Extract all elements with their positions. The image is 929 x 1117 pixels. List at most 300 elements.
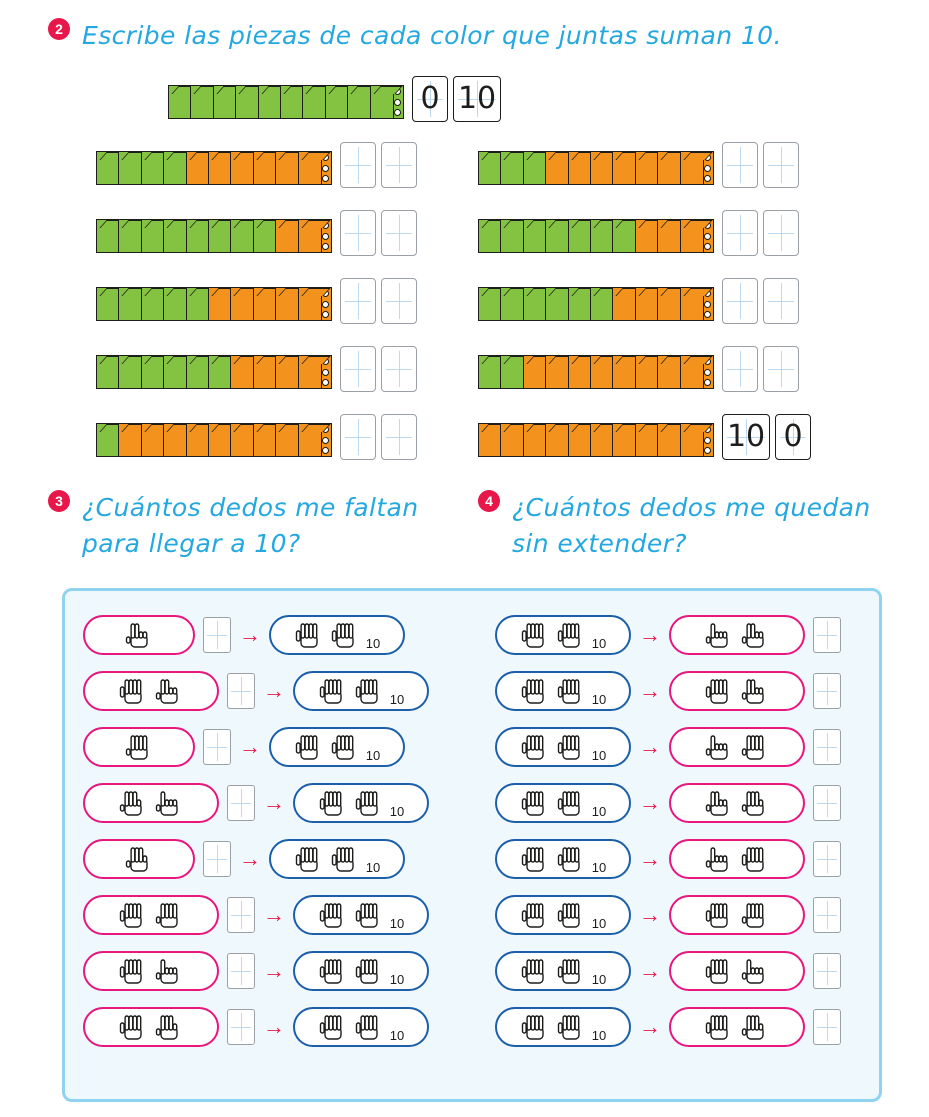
exercise-4-statement-line2: sin extender? — [512, 529, 687, 559]
cube-hole-icon — [322, 233, 329, 240]
arrow-right-icon: → — [639, 622, 661, 647]
answer-value: 0 — [783, 419, 803, 455]
green-cube — [545, 219, 569, 253]
hand-count-label: 10 — [591, 804, 607, 819]
arrow-right-icon: → — [639, 790, 661, 815]
arrow-right-icon: → — [639, 734, 661, 759]
orange-cube — [680, 287, 704, 321]
exercise-3-row — [83, 887, 429, 943]
answer-box[interactable] — [203, 729, 231, 765]
green-cube — [96, 151, 120, 185]
answer-box-orange[interactable] — [381, 414, 417, 460]
orange-cube — [590, 423, 614, 457]
hand-group-blue[interactable] — [495, 727, 631, 767]
exercise-4-row — [495, 607, 841, 663]
answer-box-orange[interactable] — [381, 142, 417, 188]
hand-group-pink[interactable] — [669, 951, 805, 991]
answer-box-pair — [340, 142, 417, 188]
exercise-4-row — [495, 775, 841, 831]
orange-cube — [275, 151, 299, 185]
answer-box[interactable] — [813, 617, 841, 653]
answer-box[interactable] — [813, 897, 841, 933]
hand-icon — [556, 900, 586, 930]
answer-box[interactable] — [813, 785, 841, 821]
hand-group-pink[interactable] — [83, 727, 195, 767]
cube-bar — [478, 417, 714, 457]
orange-cube — [298, 287, 322, 321]
green-cube — [478, 219, 502, 253]
hand-icon — [294, 732, 324, 762]
hand-group-pink[interactable] — [83, 951, 219, 991]
hand-icon — [354, 956, 384, 986]
answer-box-pair — [340, 210, 417, 256]
answer-box-green[interactable] — [722, 210, 758, 256]
exercise-3-row — [83, 999, 429, 1055]
green-cube — [500, 355, 524, 389]
orange-cube — [635, 355, 659, 389]
green-cube — [141, 151, 165, 185]
hand-icon — [520, 1012, 550, 1042]
cube-hole-icon — [394, 109, 401, 116]
hand-icon — [520, 900, 550, 930]
orange-cube — [298, 423, 322, 457]
cube-hole-icon — [704, 379, 711, 386]
cube-bar — [96, 213, 332, 253]
exercise-4-row — [495, 887, 841, 943]
green-cube — [96, 355, 120, 389]
hand-icon — [118, 1012, 148, 1042]
green-cube — [186, 219, 210, 253]
hand-count-label: 10 — [389, 692, 405, 707]
answer-box[interactable] — [227, 953, 255, 989]
orange-cube — [253, 287, 277, 321]
green-cube — [347, 85, 371, 119]
green-cube — [168, 85, 192, 119]
hand-icon — [520, 676, 550, 706]
cube-hole-icon — [704, 233, 711, 240]
orange-cube — [568, 355, 592, 389]
green-cube — [163, 219, 187, 253]
arrow-right-icon: → — [263, 790, 285, 815]
hand-icon — [704, 788, 734, 818]
hand-icon — [704, 900, 734, 930]
answer-box[interactable] — [813, 1009, 841, 1045]
green-cube — [141, 287, 165, 321]
answer-box-green[interactable] — [340, 414, 376, 460]
orange-cube — [208, 151, 232, 185]
hand-count-label: 10 — [591, 692, 607, 707]
hand-icon — [318, 956, 348, 986]
orange-cube — [680, 151, 704, 185]
green-cube — [118, 287, 142, 321]
exercise-2 — [48, 18, 888, 461]
hand-count-label: 10 — [591, 916, 607, 931]
hand-icon — [354, 788, 384, 818]
green-cube — [478, 355, 502, 389]
answer-value: 0 — [420, 81, 440, 117]
arrow-right-icon: → — [263, 902, 285, 927]
answer-box-pair — [722, 210, 799, 256]
green-cube — [186, 355, 210, 389]
green-cube — [523, 219, 547, 253]
exercise-2-header — [48, 18, 888, 54]
answer-box-pair — [412, 76, 501, 122]
arrow-right-icon: → — [263, 1014, 285, 1039]
orange-cube — [275, 355, 299, 389]
hand-icon — [154, 788, 184, 818]
hand-group-pink[interactable] — [83, 839, 195, 879]
hand-group-pink[interactable] — [83, 1007, 219, 1047]
hand-icon — [124, 732, 154, 762]
green-cube — [118, 355, 142, 389]
answer-box-orange[interactable] — [775, 414, 811, 460]
hand-icon — [704, 844, 734, 874]
green-cube — [163, 151, 187, 185]
orange-cube — [545, 151, 569, 185]
hand-icon — [118, 676, 148, 706]
green-cube — [230, 219, 254, 253]
hand-icon — [354, 900, 384, 930]
hand-icon — [704, 676, 734, 706]
hand-group-blue[interactable] — [495, 1007, 631, 1047]
hand-icon — [556, 620, 586, 650]
answer-box-pair — [722, 142, 799, 188]
hand-group-blue[interactable] — [495, 839, 631, 879]
answer-box-green[interactable] — [340, 346, 376, 392]
cube-hole-icon — [704, 301, 711, 308]
orange-cube — [208, 423, 232, 457]
hand-count-label: 10 — [591, 1028, 607, 1043]
exercise-4-row — [495, 831, 841, 887]
answer-box[interactable] — [227, 785, 255, 821]
green-cube — [190, 85, 214, 119]
orange-cube — [568, 151, 592, 185]
hand-icon — [556, 732, 586, 762]
cube-bar-row — [478, 346, 799, 392]
hand-group-blue[interactable] — [269, 615, 405, 655]
hand-group-blue[interactable] — [293, 783, 429, 823]
exercise-3-row — [83, 775, 429, 831]
orange-cube — [635, 423, 659, 457]
exercise-4-row — [495, 719, 841, 775]
cube-bar-row-example — [168, 76, 501, 122]
answer-box-green[interactable] — [412, 76, 448, 122]
orange-cube — [657, 355, 681, 389]
hand-icon — [520, 788, 550, 818]
cube-bar-row — [478, 278, 799, 324]
hand-icon — [154, 900, 184, 930]
hand-icon — [740, 956, 770, 986]
cube-hole-icon — [322, 301, 329, 308]
orange-cube — [118, 423, 142, 457]
cube-bar-row — [96, 414, 417, 460]
cube-bar — [478, 281, 714, 321]
answer-box-green[interactable] — [722, 346, 758, 392]
answer-box[interactable] — [227, 673, 255, 709]
hand-icon — [354, 1012, 384, 1042]
hand-icon — [124, 844, 154, 874]
green-cube — [186, 287, 210, 321]
orange-cube — [253, 423, 277, 457]
answer-box[interactable] — [813, 841, 841, 877]
hand-icon — [318, 676, 348, 706]
cube-hole-icon — [322, 437, 329, 444]
hand-count-label: 10 — [389, 972, 405, 987]
exercise-3-number: 3 — [48, 490, 70, 512]
hand-icon — [556, 844, 586, 874]
hand-group-blue[interactable] — [269, 727, 405, 767]
green-cube — [163, 287, 187, 321]
answer-box[interactable] — [813, 729, 841, 765]
hand-icon — [740, 844, 770, 874]
cube-bar-row — [478, 210, 799, 256]
answer-box-orange[interactable] — [381, 346, 417, 392]
cube-bar-row — [96, 210, 417, 256]
hand-icon — [118, 956, 148, 986]
orange-cube — [635, 151, 659, 185]
hand-group-pink[interactable] — [669, 839, 805, 879]
green-cube — [118, 219, 142, 253]
green-cube — [208, 219, 232, 253]
green-cube — [590, 219, 614, 253]
arrow-right-icon: → — [639, 902, 661, 927]
orange-cube — [568, 423, 592, 457]
hand-icon — [556, 676, 586, 706]
hand-group-blue[interactable] — [293, 1007, 429, 1047]
answer-box-green[interactable] — [340, 278, 376, 324]
hand-group-blue[interactable] — [293, 671, 429, 711]
hand-group-pink[interactable] — [83, 895, 219, 935]
hand-icon — [556, 788, 586, 818]
hand-group-blue[interactable] — [293, 951, 429, 991]
hand-count-label: 10 — [591, 636, 607, 651]
arrow-right-icon: → — [263, 678, 285, 703]
hand-icon — [520, 732, 550, 762]
hand-group-pink[interactable] — [83, 671, 219, 711]
hand-group-pink[interactable] — [669, 783, 805, 823]
cube-bar — [478, 349, 714, 389]
orange-cube — [298, 219, 322, 253]
hand-icon — [740, 1012, 770, 1042]
hand-group-pink[interactable] — [669, 615, 805, 655]
green-cube — [612, 219, 636, 253]
hand-icon — [740, 788, 770, 818]
answer-box-green[interactable] — [340, 142, 376, 188]
hand-count-label: 10 — [591, 860, 607, 875]
orange-cube — [186, 151, 210, 185]
green-cube — [500, 151, 524, 185]
green-cube — [118, 151, 142, 185]
cube-hole-icon — [704, 311, 711, 318]
cube-hole-icon — [322, 311, 329, 318]
answer-box-pair — [722, 278, 799, 324]
green-cube — [325, 85, 349, 119]
answer-box-orange[interactable] — [763, 142, 799, 188]
hand-group-pink[interactable] — [83, 615, 195, 655]
orange-cube — [680, 219, 704, 253]
answer-box-orange[interactable] — [763, 278, 799, 324]
orange-cube — [208, 287, 232, 321]
exercise-3-header — [48, 490, 428, 563]
green-cube — [590, 287, 614, 321]
answer-box[interactable] — [227, 897, 255, 933]
answer-box-green[interactable] — [722, 142, 758, 188]
orange-cube — [635, 219, 659, 253]
hand-icon — [154, 956, 184, 986]
answer-box[interactable] — [227, 1009, 255, 1045]
hand-icon — [330, 732, 360, 762]
hand-icon — [556, 956, 586, 986]
cube-bar — [478, 213, 714, 253]
hand-count-label: 10 — [389, 804, 405, 819]
hand-group-blue[interactable] — [495, 895, 631, 935]
hand-icon — [124, 620, 154, 650]
orange-cube — [635, 287, 659, 321]
green-cube — [96, 423, 120, 457]
hand-group-pink[interactable] — [669, 1007, 805, 1047]
exercise-3 — [48, 490, 428, 563]
cube-bar-row — [478, 414, 811, 460]
answer-box-pair — [340, 278, 417, 324]
hand-count-label: 10 — [365, 636, 381, 651]
orange-cube — [230, 355, 254, 389]
answer-box-green[interactable] — [340, 210, 376, 256]
green-cube — [280, 85, 304, 119]
hand-group-pink[interactable] — [669, 671, 805, 711]
green-cube — [96, 219, 120, 253]
exercise-3-row — [83, 943, 429, 999]
answer-box[interactable] — [813, 953, 841, 989]
hand-icon — [704, 732, 734, 762]
cube-bar — [96, 349, 332, 389]
hand-group-blue[interactable] — [495, 783, 631, 823]
orange-cube — [253, 355, 277, 389]
hand-group-pink[interactable] — [669, 895, 805, 935]
hand-icon — [118, 788, 148, 818]
hand-icon — [154, 676, 184, 706]
hand-count-label: 10 — [389, 916, 405, 931]
hand-icon — [354, 676, 384, 706]
orange-cube — [298, 151, 322, 185]
green-cube — [163, 355, 187, 389]
cube-hole-icon — [704, 165, 711, 172]
hand-icon — [704, 956, 734, 986]
orange-cube — [230, 423, 254, 457]
hand-count-label: 10 — [365, 860, 381, 875]
hand-icon — [740, 676, 770, 706]
exercise-4-rows — [495, 607, 841, 1055]
orange-cube — [298, 355, 322, 389]
exercise-4-row — [495, 943, 841, 999]
hand-count-label: 10 — [365, 748, 381, 763]
orange-cube — [523, 355, 547, 389]
orange-cube — [230, 287, 254, 321]
green-cube — [500, 287, 524, 321]
exercise-3-row — [83, 719, 429, 775]
cube-hole-icon — [322, 243, 329, 250]
orange-cube — [545, 423, 569, 457]
answer-box-orange[interactable] — [763, 346, 799, 392]
green-cube — [141, 355, 165, 389]
answer-box-orange[interactable] — [763, 210, 799, 256]
hand-count-label: 10 — [591, 748, 607, 763]
hand-icon — [740, 732, 770, 762]
hand-icon — [520, 956, 550, 986]
orange-cube — [253, 151, 277, 185]
orange-cube — [500, 423, 524, 457]
hand-icon — [118, 900, 148, 930]
orange-cube — [590, 355, 614, 389]
arrow-right-icon: → — [239, 622, 261, 647]
answer-box-pair — [722, 414, 811, 460]
hand-group-blue[interactable] — [293, 895, 429, 935]
answer-box-green[interactable] — [722, 278, 758, 324]
hand-group-pink[interactable] — [83, 783, 219, 823]
green-cube — [258, 85, 282, 119]
hand-group-blue[interactable] — [269, 839, 405, 879]
exercise-4-statement-line1: ¿Cuántos dedos me quedan — [512, 493, 871, 522]
answer-box[interactable] — [203, 841, 231, 877]
answer-box-orange[interactable] — [453, 76, 501, 122]
hand-group-blue[interactable] — [495, 615, 631, 655]
orange-cube — [680, 355, 704, 389]
cube-bar — [96, 281, 332, 321]
answer-box-orange[interactable] — [381, 278, 417, 324]
cube-hole-icon — [704, 369, 711, 376]
orange-cube — [230, 151, 254, 185]
hand-group-blue[interactable] — [495, 951, 631, 991]
hand-group-pink[interactable] — [669, 727, 805, 767]
cube-hole-icon — [704, 243, 711, 250]
answer-box-orange[interactable] — [381, 210, 417, 256]
hand-icon — [556, 1012, 586, 1042]
cube-bar — [168, 79, 404, 119]
hand-group-blue[interactable] — [495, 671, 631, 711]
orange-cube — [545, 355, 569, 389]
cube-hole-icon — [704, 447, 711, 454]
cube-hole-icon — [322, 369, 329, 376]
hand-icon — [704, 1012, 734, 1042]
answer-box[interactable] — [813, 673, 841, 709]
green-cube — [370, 85, 394, 119]
arrow-right-icon: → — [639, 1014, 661, 1039]
exercise-3-statement-line2: para llegar a 10? — [82, 529, 301, 559]
answer-box[interactable] — [203, 617, 231, 653]
orange-cube — [612, 423, 636, 457]
arrow-right-icon: → — [263, 958, 285, 983]
green-cube — [568, 287, 592, 321]
answer-box-green[interactable] — [722, 414, 770, 460]
green-cube — [208, 355, 232, 389]
exercise-3-statement-line1: ¿Cuántos dedos me faltan — [82, 493, 419, 522]
green-cube — [568, 219, 592, 253]
cube-bar — [96, 145, 332, 185]
answer-box-pair — [722, 346, 799, 392]
green-cube — [523, 151, 547, 185]
green-cube — [523, 287, 547, 321]
hand-icon — [318, 788, 348, 818]
hand-icon — [740, 620, 770, 650]
exercise-4-number: 4 — [478, 490, 500, 512]
orange-cube — [612, 355, 636, 389]
orange-cube — [275, 423, 299, 457]
hand-icon — [704, 620, 734, 650]
hand-icon — [318, 900, 348, 930]
green-cube — [500, 219, 524, 253]
exercise-4 — [478, 490, 878, 563]
orange-cube — [680, 423, 704, 457]
orange-cube — [657, 287, 681, 321]
